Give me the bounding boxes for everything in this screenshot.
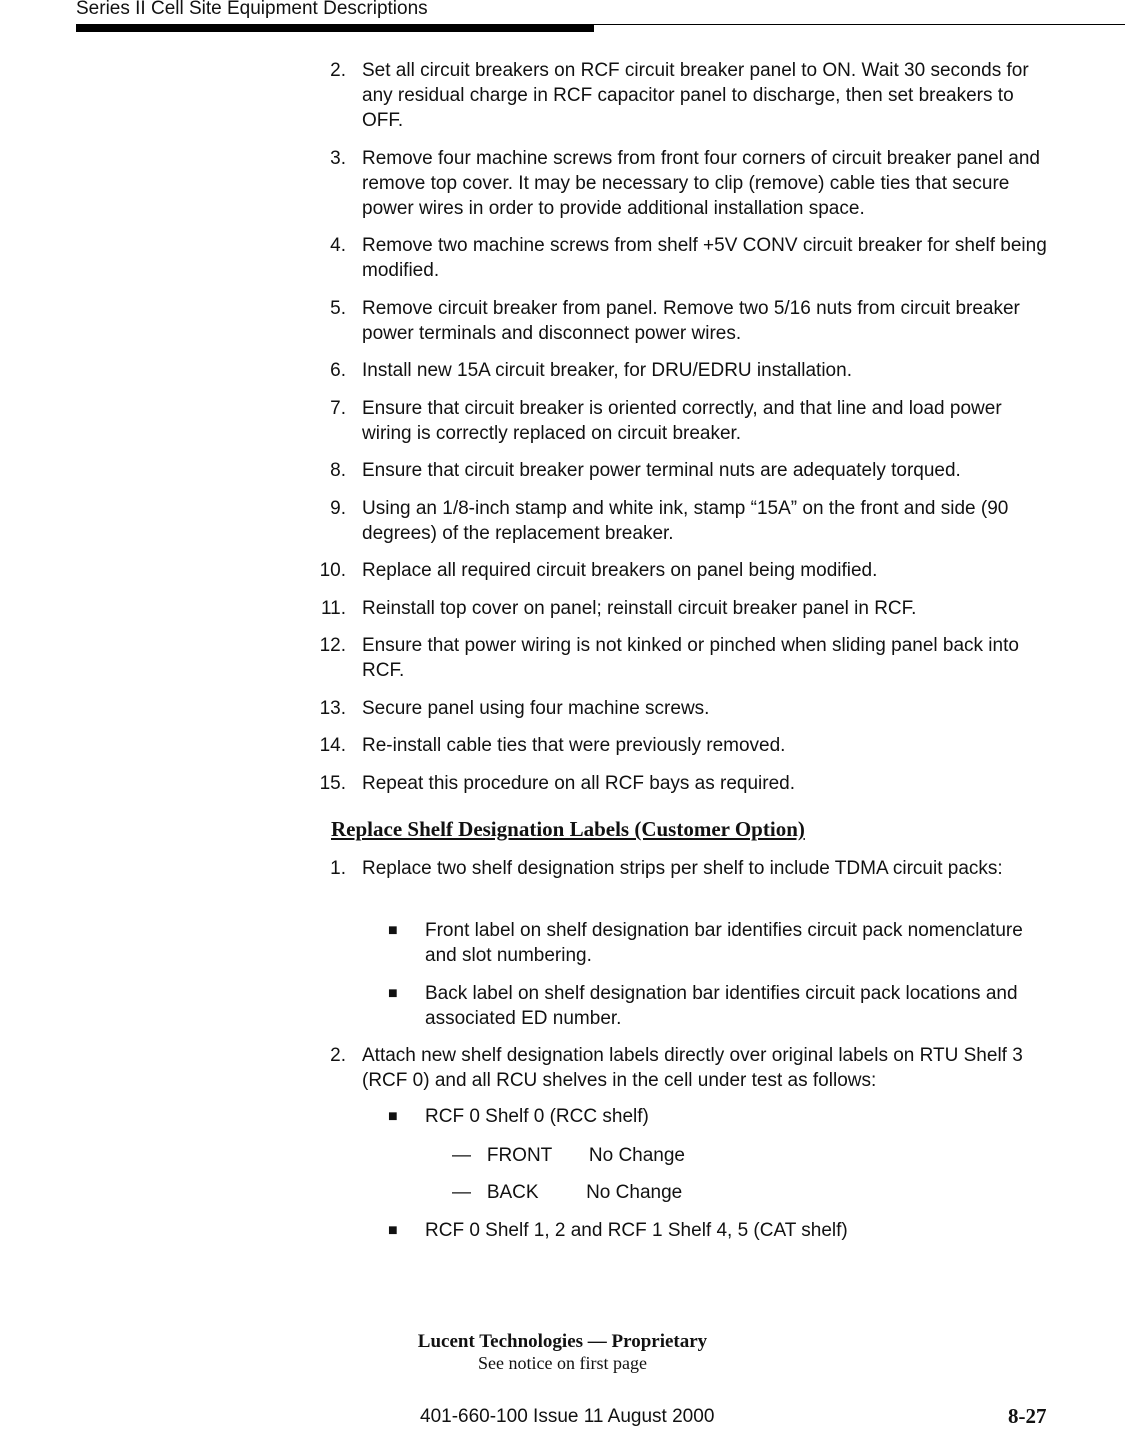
square-bullet-icon: ■ [388,922,398,939]
step-text: Ensure that circuit breaker power terminal nuts are adequately torqued. [362,460,961,481]
step-number: 2. [330,60,346,81]
step-text: Remove two machine screws from shelf +5V CONV circuit breaker for shelf being modified. [362,235,1047,281]
step-number: 8. [330,460,346,481]
step-text: Set all circuit breakers on RCF circuit breaker panel to ON. Wait 30 seconds for any residual charge in RCF capacitor panel to discharge, then set breakers to OFF. [362,60,1029,131]
step-number: 9. [330,498,346,519]
step-number: 10. [319,560,346,581]
bullet-text: Front label on shelf designation bar identifies circuit pack nomenclature and slot numbering. [425,920,1023,966]
square-bullet-icon: ■ [388,1222,398,1239]
header-rule-bar [76,24,594,32]
step-number: 2. [330,1045,346,1066]
footer-document-id: 401-660-100 Issue 11 August 2000 [420,1406,715,1427]
page-number: 8-27 [1008,1404,1047,1428]
bullet-text: Back label on shelf designation bar identifies circuit pack locations and associated ED number. [425,983,1018,1029]
step-number: 3. [330,148,346,169]
step-text: Install new 15A circuit breaker, for DRU/EDRU installation. [362,360,852,381]
step-number: 14. [319,735,346,756]
step-text: Re-install cable ties that were previously removed. [362,735,786,756]
step-text: Repeat this procedure on all RCF bays as required. [362,773,796,794]
step-text: Ensure that power wiring is not kinked or pinched when sliding panel back into RCF. [362,635,1019,681]
dash-item: — BACK No Change [452,1182,683,1203]
step-number: 6. [330,360,346,381]
step-number: 11. [320,598,346,619]
step-number: 7. [330,398,346,419]
bullet-text: RCF 0 Shelf 0 (RCC shelf) [425,1106,649,1127]
footer-company: Lucent Technologies — Proprietary [417,1331,708,1352]
section-heading: Replace Shelf Designation Labels (Customer Option) [331,817,805,841]
step-text: Attach new shelf designation labels directly over original labels on RTU Shelf 3 (RCF 0) and all RCU shelves in the cell under test as follows: [362,1045,1023,1091]
step-text: Ensure that circuit breaker is oriented correctly, and that line and load power wiring is correctly replaced on circuit breaker. [362,398,1002,444]
step-text: Secure panel using four machine screws. [362,698,710,719]
square-bullet-icon: ■ [388,985,398,1002]
bullet-text: RCF 0 Shelf 1, 2 and RCF 1 Shelf 4, 5 (CAT shelf) [425,1220,848,1241]
dash-item: — FRONT No Change [452,1145,686,1166]
square-bullet-icon: ■ [388,1108,398,1125]
step-number: 4. [330,235,346,256]
step-number: 1. [330,858,346,879]
footer-notice: See notice on first page [478,1353,647,1373]
step-text: Reinstall top cover on panel; reinstall circuit breaker panel in RCF. [362,598,917,619]
step-text: Remove circuit breaker from panel. Remove two 5/16 nuts from circuit breaker power terminals and disconnect power wires. [362,298,1020,344]
step-text: Using an 1/8-inch stamp and white ink, stamp “15A” on the front and side (90 degrees) of the replacement breaker. [362,498,1009,544]
step-text: Remove four machine screws from front four corners of circuit breaker panel and remove top cover. It may be necessary to clip (remove) cable ties that secure power wires in order to provide additional installation space. [362,148,1040,219]
step-number: 5. [330,298,346,319]
step-number: 12. [319,635,346,656]
step-number: 13. [319,698,346,719]
step-text: Replace two shelf designation strips per shelf to include TDMA circuit packs: [362,858,1003,879]
step-number: 15. [319,773,346,794]
step-text: Replace all required circuit breakers on panel being modified. [362,560,878,581]
running-header-title: Series II Cell Site Equipment Descriptions [76,0,428,19]
